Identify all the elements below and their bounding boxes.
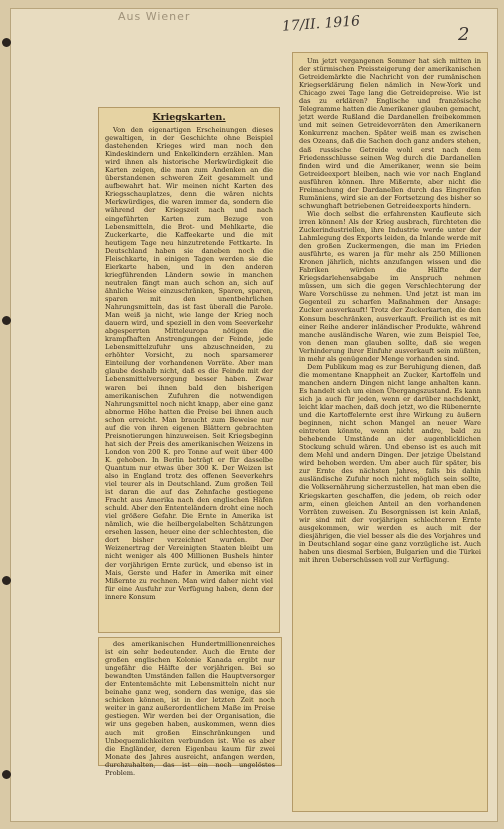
handwritten-date: 17/II. 1916 (281, 13, 361, 35)
handwritten-page-number: 2 (458, 24, 470, 45)
article-paragraph: Dem Publikum mag es zur Beruhigung dienen, daß die momentane Knappheit an Zucker, Kartoffeln und manchen andern Dingen nicht lange anhalten kann. Es handelt sich um einen Übergangszustand. Es kann sich ja auch für jeden, wenn er darüber nachdenkt, leicht klar machen, daß doch jetzt, wo die Rübenernte und die Kartoffelernte erst ihre Wirkung zu äußern beginnen, nicht schon Mangel an neuer Ware eintreten könnte, wenn nicht andre, bald zu behebende Umstände an der augenblicklichen Stockung schuld wären. Und ebenso ist es auch mit dem Mehl und andern Dingen. Der jetzige Übelstand wird behoben werden. Um aber auch für später, bis zur Ernte des nächsten Jahres, falls bis dahin ausländische Zufuhr noch nicht möglich sein sollte, die Volksernährung sicherzustellen, hat man eben die Kriegskarten geschaffen, die jedem, ob reich oder arm, einen gleichen Anteil an den vorhandenen Vorräten zuweisen. Zu Besorgnissen ist kein Anlaß, wir sind mit der vorjährigen schlechteren Ernte ausgekommen, wir werden es auch mit der diesjährigen, die viel besser als die des Vorjahres und in Deutschland sogar eine ganz vorzügliche ist. Auch haben uns diesmal Serbien, Bulgarien und die Türkei mit ihren Ueberschüssen voll zur Verfügung. (299, 362, 481, 564)
article-heading: Kriegskarten. (152, 112, 226, 123)
source-stamp: Aus Wiener (118, 10, 191, 23)
article-paragraph: Wie doch selbst die erfahrensten Kaufleute sich irren können! Als der Krieg ausbrach, fürchteten die Zuckerindustriellen, ihre Industrie werde unter der Lahmlegung des Exports leiden, da Inlande werde mit den großen Zuckermengen, die man im Frieden ausführte, es waren ja für mehr als 250 Millionen Kronen jährlich, nichts anzufangen wissen und die Fabriken würden die Hälfte der Kriegsdarlehensabgabe im Anspruch nehmen müssen, um sich die gegen Verschlechterung der Ware Vorschüsse zu nehmen. Und jetzt ist man im Gegenteil zu scharfen Maßnahmen der Ansage: Zucker ausverkauft! Trotz der Zuckerkarten, die den Konsum beschränken, ausverkauft. Freilich ist es mit einer Reihe anderer inländischer Produkte, während manche ausländische Waren, wie zum Beispiel Tee, von denen man glauben sollte, daß sie wegen Verhinderung ihrer Einfuhr ausverkauft sein müßten, in mehr als genügender Menge vorhanden sind. (299, 209, 481, 363)
article-paragraph: Um jetzt vergangenen Sommer hat sich mitten in der stürmischen Preissteigerung der amerikanischen Getreidemärkte die Nachricht von der rumänischen Kriegserklärung fielen nämlich in New-York und Chicago zwei Tage lang die Getreidepreise. Wie ist das zu erklären? Englische und französische Telegramme hatten die Amerikaner glauben gemacht, jetzt werde Rußland die Dardanellen freibekommen und mit seinen Getreidevorräten den Amerikanern Konkurrenz machen. Später weiß man es zwischen des Ozeans, daß die Sachen doch ganz anders stehen, daß russische Getreide wohl erst nach dem Friedensschlusse seinen Weg durch die Dardanellen finden wird und die Amerikaner, wenn sie beim Getreideexport bleiben, nach wie vor nach England ausführen können. Ihre Mißernte, aber nicht die Freimachung der Dardanellen durch das Eingreifen Rumäniens, wird sie an der Fortsetzung des bisher so schwunghaft betriebenen Getreideexports hindern. (299, 57, 481, 210)
punch-hole (2, 38, 11, 47)
article-paragraph: des amerikanischen Hundertmillionenreiches ist ein sehr bedeutender. Auch die Ernte der großen englischen Kolonie Kanada ergibt nur ungefähr die Hälfte der vorjährigen. Bei so bewandten Umständen fallen die Hauptversorger der Ententemächte mit Lebensmitteln nicht nur beinahe ganz weg, sondern das wenige, das sie schicken können, ist in der letzten Zeit noch weiter in ganz außerordentlichem Maße im Preise gestiegen. Wir werden bei der Organisation, die wir uns gegeben haben, auskommen, wenn dies auch mit großen Einschränkungen und Unbequemlichkeiten verbunden ist. Wie es aber die Engländer, deren Eigenbau kaum für zwei Monate des Jahres ausreicht, anfangen werden, durchzuhalten, das ist ein noch ungelöstes Problem. (105, 640, 275, 777)
punch-hole (2, 576, 11, 585)
punch-hole (2, 316, 11, 325)
clipping-left-column (98, 107, 280, 633)
punch-hole (2, 770, 11, 779)
clipping-bottom-column (98, 637, 282, 777)
clipping-right-column (292, 52, 488, 812)
article-paragraph: Von den eigenartigen Erscheinungen dieses gewaltigen, in der Geschichte ohne Beispiel dastehenden Krieges wird man noch den Kindeskindern und Enkelkindern erzählen. Man wird ihnen als historische Merkwürdigkeit die Karten zeigen, die man zum Andenken an die überstandenen schweren Zeit gesammelt und aufbewahrt hat. Wir meinen nicht Karten des Kriegsschauplatzes, denn die wären nichts Merkwürdiges, die waren immer da, sondern die während der Kriegszeit nach und nach eingeführten Karten zum Bezuge von Lebensmitteln, die Brot- und Mehlkarte, die Zuckerkarte, die Kaffeekarte und die mit heutigem Tage neu hinzutretende Fettkarte. In Deutschland haben sie daneben noch die Fleischkarte, in einigen Tagen werden sie die Eierkarte haben, und in den anderen kriegführenden Ländern sowie in manchen neutralen fängt man auch schon an, sich auf ähnliche Weise einzuschränken, Sparen, sparen, sparen mit den unentbehrlichen Nahrungsmitteln, das ist fast überall die Parole. Man weiß ja nicht, wie lange der Krieg noch dauern wird, und speziell in den vom Seeverkehr abgesperrten Mitteleuropa nötigen die krampfhaften Anstrengungen der Feinde, jede Lebensmittelzufuhr uns abzuschneiden, zu erhöhter Vorsicht, zu noch sparsamerer Einteilung der vorhandenen Vorräte. Aber man glaube deshalb nicht, daß es die Feinde mit der Lebensmittelversorgung besser haben. Zwar waren bei ihnen bald den bisherigen amerikanischen Zufuhren die notwendigen Nahrungsmittel noch nicht knapp, aber eine ganz abnorme Höhe hatten die Preise bei ihnen auch schon erreicht. Man braucht zum Beweise nur auf die von ihren eigenen Blättern gebrachten Preisnotierungen hinzuweisen. Seit Kriegsbeginn hat sich der Preis des amerikanischen Weizens in London von 200 K. pro Tonne auf weit über 400 K. gehoben. In Berlin beträgt er für dasselbe Quantum nur etwas über 300 K. Der Weizen ist also in England trotz des offenen Seeverkehrs viel teurer als in Deutschland. Zum großen Teil ist daran die auf das Zehnfache gestiegene Fracht aus Amerika nach den englischen Häfen schuld. Aber den Ententeländern droht eine noch viel größere Gefahr. Die Ernte in Amerika ist nämlich, wie die heilbergelabelten Schätzungen ersehen lassen, heuer eine der schlechtesten, die dort bisher verzeichnet wurden. Der Weizenertrag der Vereinigten Staaten bleibt um nicht weniger als 400 Millionen Bushels hinter der vorjährigen Ernte zurück, und ebenso ist in Mais, Gerste und Hafer in Amerika mit einer Mißernte zu rechnen. Man wird daher nicht viel für eine Ausfuhr zur Verfügung haben, denn der innere Konsum (105, 126, 273, 601)
